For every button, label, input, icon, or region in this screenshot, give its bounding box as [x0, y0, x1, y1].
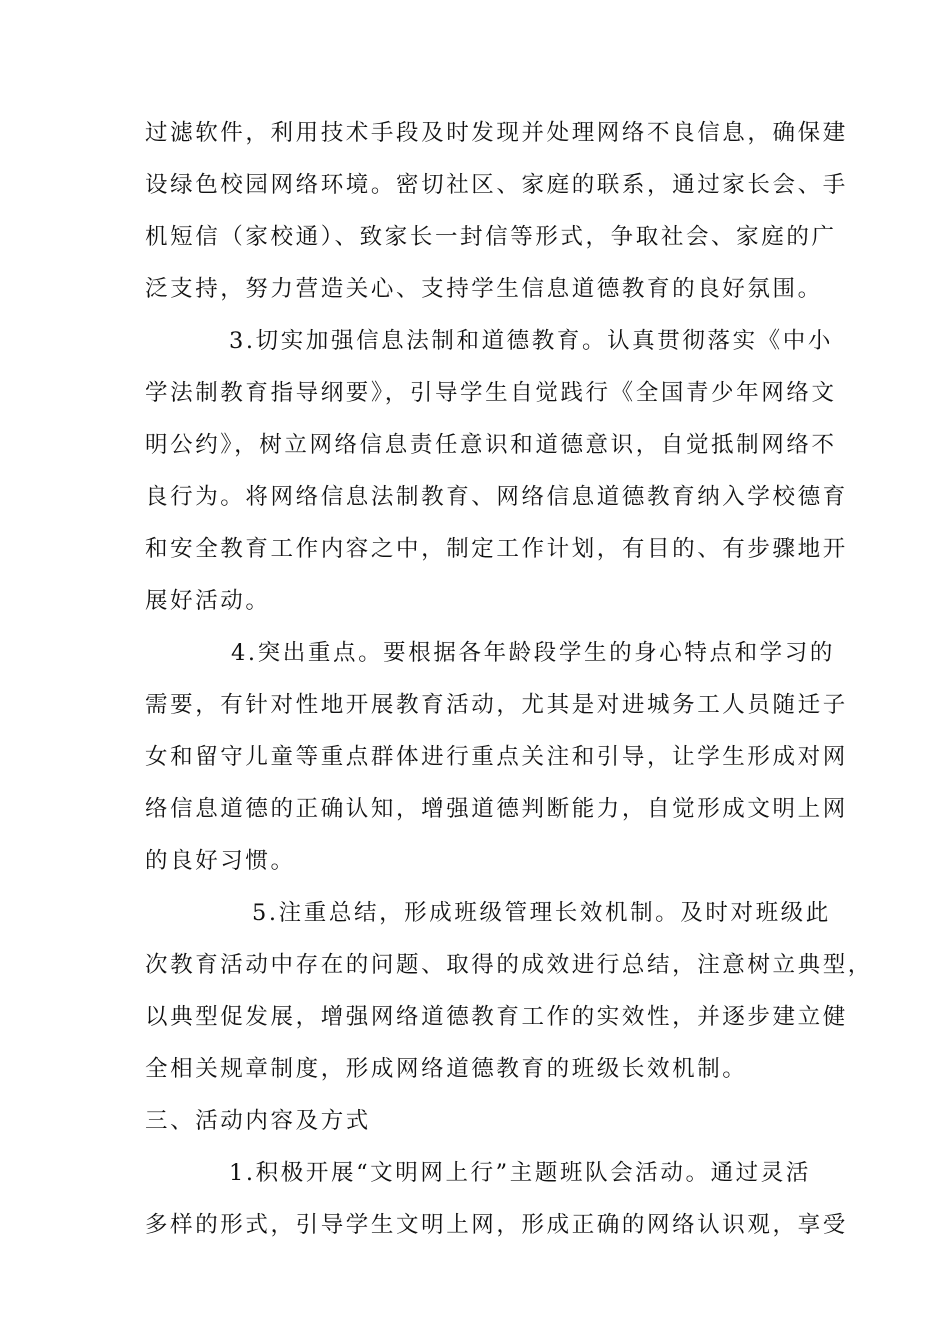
text-line: 泛支持，努力营造关心、支持学生信息道德教育的良好氛围。 — [145, 276, 823, 302]
section-heading: 三、活动内容及方式 — [145, 1108, 371, 1134]
paragraph-4-first-line: 4.突出重点。要根据各年龄段学生的身心特点和学习的 — [231, 640, 835, 666]
text-line: 和安全教育工作内容之中，制定工作计划，有目的、有步骤地开 — [145, 536, 848, 562]
text-line: 以典型促发展，增强网络道德教育工作的实效性，并逐步建立健 — [145, 1004, 848, 1030]
paragraph-1-first-line: 1.积极开展“文明网上行”主题班队会活动。通过灵活 — [229, 1160, 811, 1186]
text-line: 次教育活动中存在的问题、取得的成效进行总结，注意树立典型， — [145, 952, 873, 978]
paragraph-5-first-line: 5.注重总结，形成班级管理长效机制。及时对班级此 — [252, 900, 831, 926]
text-line: 良行为。将网络信息法制教育、网络信息道德教育纳入学校德育 — [145, 484, 848, 510]
text-line: 需要，有针对性地开展教育活动，尤其是对进城务工人员随迁子 — [145, 692, 848, 718]
text-line: 展好活动。 — [145, 588, 271, 614]
paragraph-3-first-line: 3.切实加强信息法制和道德教育。认真贯彻落实《中小 — [229, 328, 833, 354]
text-line: 全相关规章制度，形成网络道德教育的班级长效机制。 — [145, 1056, 748, 1082]
text-line: 女和留守儿童等重点群体进行重点关注和引导，让学生形成对网 — [145, 744, 848, 770]
text-line: 学法制教育指导纲要》，引导学生自觉践行《全国青少年网络文 — [145, 380, 837, 406]
text-line: 设绿色校园网络环境。密切社区、家庭的联系，通过家长会、手 — [145, 172, 848, 198]
text-line: 明公约》，树立网络信息责任意识和道德意识，自觉抵制网络不 — [145, 432, 837, 458]
text-line: 的良好习惯。 — [145, 848, 296, 874]
text-line: 机短信（家校通）、致家长一封信等形式，争取社会、家庭的广 — [145, 224, 837, 250]
text-line: 络信息道德的正确认知，增强道德判断能力，自觉形成文明上网 — [145, 796, 848, 822]
text-line: 多样的形式，引导学生文明上网，形成正确的网络认识观，享受 — [145, 1212, 848, 1238]
text-line: 过滤软件，利用技术手段及时发现并处理网络不良信息，确保建 — [145, 120, 848, 146]
